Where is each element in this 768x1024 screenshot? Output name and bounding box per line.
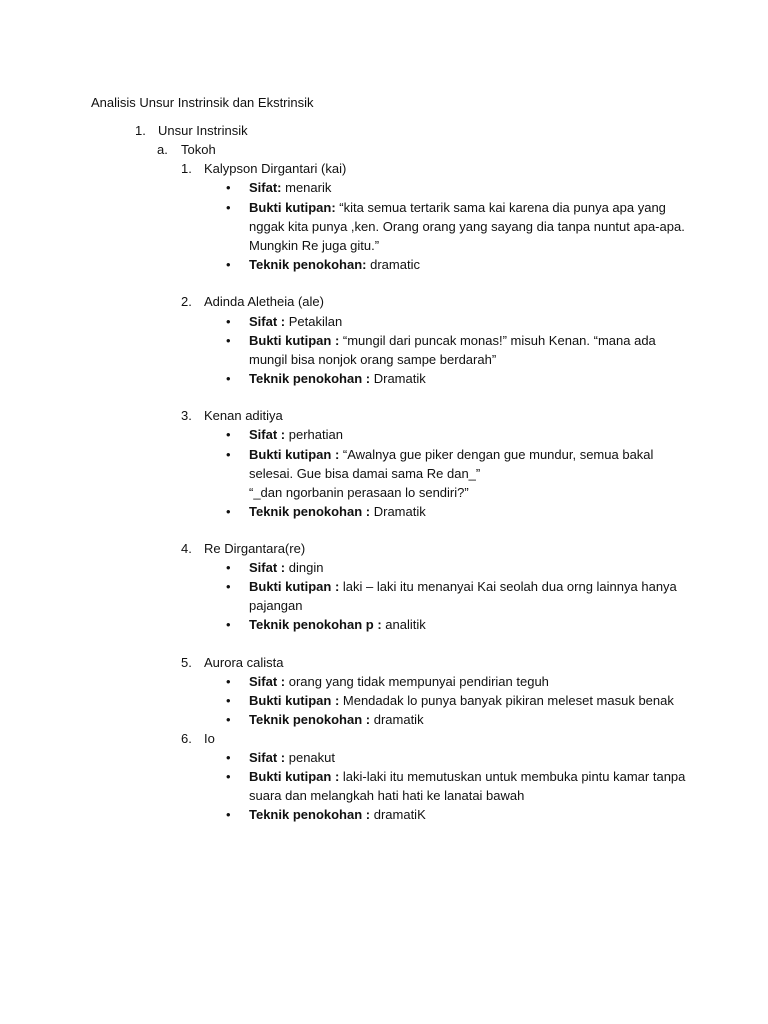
bullet-icon: •: [226, 693, 231, 708]
character-number: 6.: [181, 731, 192, 746]
bullet-icon: •: [226, 200, 231, 215]
character-name: Aurora calista: [204, 655, 284, 670]
teknik-label: Teknik penokohan :: [249, 371, 371, 386]
teknik-value: Dramatik: [370, 504, 426, 519]
bukti-text: Mungkin Re juga gitu.”: [249, 238, 380, 253]
bukti-text: nggak kita punya ,ken. Orang orang yang sayang dia tanpa nuntut apa-apa.: [249, 219, 685, 234]
bullet-icon: •: [226, 674, 231, 689]
bullet-icon: •: [226, 504, 231, 519]
teknik-value: dramatiK: [370, 807, 426, 822]
sifat-label: Sifat:: [249, 180, 282, 195]
sifat-label: Sifat :: [249, 314, 286, 329]
bukti-label: Bukti kutipan :: [249, 693, 340, 708]
bukti-text: laki-laki itu memutuskan untuk membuka pintu kamar tanpa: [339, 769, 686, 784]
character-name: Kalypson Dirgantari (kai): [204, 161, 347, 176]
character-number: 4.: [181, 541, 192, 556]
teknik-line: [249, 369, 426, 388]
bukti-line: [249, 331, 656, 350]
sifat-value: dingin: [285, 560, 324, 575]
sifat-line: [249, 178, 331, 197]
teknik-label: Teknik penokohan :: [249, 504, 371, 519]
sifat-value: penakut: [285, 750, 335, 765]
character-number: 2.: [181, 294, 192, 309]
teknik-label: Teknik penokohan p :: [249, 617, 382, 632]
subsection-letter: a.: [157, 142, 168, 157]
character-name: Re Dirgantara(re): [204, 541, 306, 556]
teknik-line: [249, 502, 426, 521]
character-number: 1.: [181, 161, 192, 176]
bukti-label: Bukti kutipan :: [249, 579, 340, 594]
bukti-text: pajangan: [249, 598, 303, 613]
bukti-label: Bukti kutipan :: [249, 447, 340, 462]
teknik-value: dramatik: [370, 712, 424, 727]
bukti-text: “Awalnya gue piker dengan gue mundur, semua bakal: [339, 447, 654, 462]
bukti-text: mungil bisa nonjok orang sampe berdarah”: [249, 352, 497, 367]
teknik-label: Teknik penokohan :: [249, 712, 371, 727]
teknik-value: analitik: [381, 617, 426, 632]
bullet-icon: •: [226, 257, 231, 272]
teknik-line: [249, 255, 420, 274]
bullet-icon: •: [226, 427, 231, 442]
bullet-icon: •: [226, 617, 231, 632]
bukti-line: [249, 445, 653, 464]
teknik-line: [249, 710, 424, 729]
bullet-icon: •: [226, 314, 231, 329]
teknik-label: Teknik penokohan :: [249, 807, 371, 822]
bukti-text: suara dan melangkah hati hati ke lanatai bawah: [249, 788, 525, 803]
character-name: Kenan aditiya: [204, 408, 283, 423]
bullet-icon: •: [226, 180, 231, 195]
bullet-icon: •: [226, 560, 231, 575]
sifat-value: Petakilan: [285, 314, 343, 329]
sifat-label: Sifat :: [249, 750, 286, 765]
document-title: Analisis Unsur Instrinsik dan Ekstrinsik: [91, 95, 314, 110]
sifat-value: orang yang tidak mempunyai pendirian teguh: [285, 674, 549, 689]
sifat-value: perhatian: [285, 427, 343, 442]
sifat-line: [249, 558, 323, 577]
sifat-line: [249, 672, 549, 691]
bukti-text: laki – laki itu menanyai Kai seolah dua orng lainnya hanya: [339, 579, 677, 594]
sifat-label: Sifat :: [249, 674, 286, 689]
sifat-line: [249, 312, 342, 331]
bullet-icon: •: [226, 769, 231, 784]
subsection-title: Tokoh: [181, 142, 216, 157]
sifat-label: Sifat :: [249, 560, 286, 575]
section-title: Unsur Instrinsik: [158, 123, 248, 138]
bukti-line: [249, 198, 666, 217]
bukti-label: Bukti kutipan :: [249, 769, 340, 784]
bullet-icon: •: [226, 371, 231, 386]
character-number: 3.: [181, 408, 192, 423]
bukti-line: [249, 691, 674, 710]
bukti-line: [249, 767, 685, 786]
bullet-icon: •: [226, 712, 231, 727]
bullet-icon: •: [226, 807, 231, 822]
bukti-label: Bukti kutipan :: [249, 333, 340, 348]
teknik-value: dramatic: [366, 257, 420, 272]
teknik-label: Teknik penokohan:: [249, 257, 367, 272]
sifat-line: [249, 748, 335, 767]
bukti-label: Bukti kutipan:: [249, 200, 336, 215]
section-number: 1.: [135, 123, 146, 138]
bukti-text: “mungil dari puncak monas!” misuh Kenan. “mana ada: [339, 333, 656, 348]
bullet-icon: •: [226, 333, 231, 348]
bukti-text: selesai. Gue bisa damai sama Re dan_”: [249, 466, 481, 481]
teknik-line: [249, 805, 426, 824]
bullet-icon: •: [226, 750, 231, 765]
bukti-text: “_dan ngorbanin perasaan lo sendiri?”: [249, 485, 469, 500]
sifat-value: menarik: [281, 180, 332, 195]
bukti-line: [249, 577, 677, 596]
bullet-icon: •: [226, 579, 231, 594]
character-name: Adinda Aletheia (ale): [204, 294, 324, 309]
bullet-icon: •: [226, 447, 231, 462]
bukti-text: “kita semua tertarik sama kai karena dia punya apa yang: [335, 200, 666, 215]
bukti-text: Mendadak lo punya banyak pikiran meleset masuk benak: [339, 693, 674, 708]
teknik-value: Dramatik: [370, 371, 426, 386]
character-number: 5.: [181, 655, 192, 670]
sifat-line: [249, 425, 343, 444]
character-name: Io: [204, 731, 215, 746]
sifat-label: Sifat :: [249, 427, 286, 442]
teknik-line: [249, 615, 426, 634]
